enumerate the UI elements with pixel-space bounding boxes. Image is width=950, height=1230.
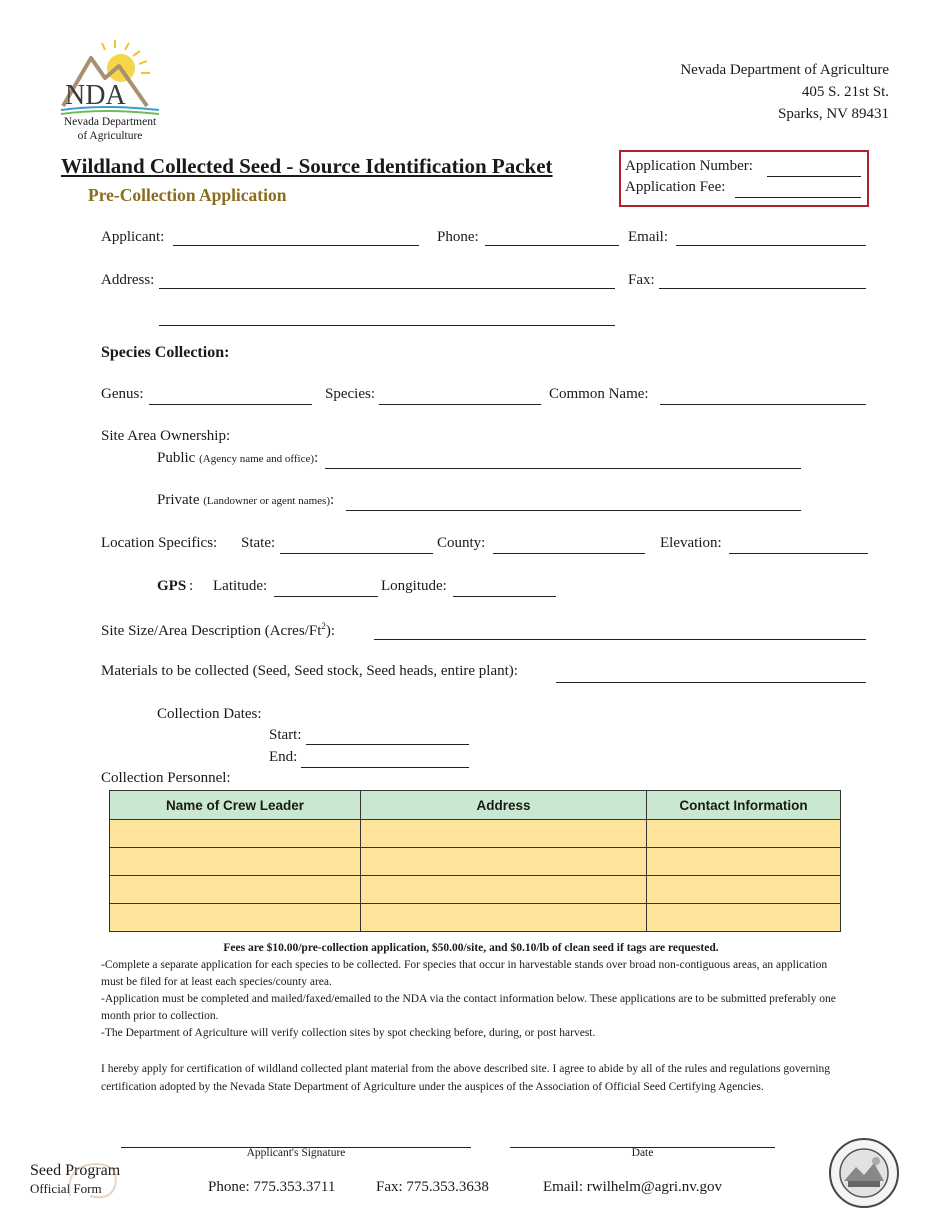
seed-program-mark [30,1162,120,1198]
fax-label: Fax: [628,272,655,288]
county-input[interactable] [493,533,645,554]
email-label: Email: [628,229,668,245]
application-box [619,150,869,207]
genus-label: Genus: [101,386,144,402]
seed-swirl-icon [60,1156,130,1206]
state-input[interactable] [280,533,433,554]
common-name-input[interactable] [660,384,866,405]
site-size-input[interactable] [374,619,866,640]
common-name-label: Common Name: [549,386,649,402]
crew-leader-cell[interactable] [110,904,361,932]
footer-email[interactable]: Email: rwilhelm@agri.nv.gov [543,1179,723,1195]
address-cell[interactable] [361,848,647,876]
private-note: (Landowner or agent names) [203,495,331,507]
materials-label: Materials to be collected (Seed, Seed stock, Seed heads, entire plant): [101,663,518,679]
crew-leader-cell[interactable] [110,876,361,904]
site-size-label-text: Site Size/Area Description (Acres/Ft [101,623,322,639]
site-size-label [101,621,335,640]
address-label: Address: [101,272,155,288]
materials-input[interactable] [556,662,866,683]
date-input[interactable] [510,1127,775,1148]
elevation-input[interactable] [729,533,868,554]
form-title: Wildland Collected Seed - Source Identification Packet [61,154,553,178]
site-size-sup: 2 [321,621,326,631]
public-note: (Agency name and office) [199,453,315,465]
seed-program-title: Seed Program [30,1162,121,1179]
elevation-label: Elevation: [660,535,722,551]
logo-caption [55,115,165,143]
collection-dates-heading: Collection Dates: [157,706,262,722]
longitude-input[interactable] [453,576,556,597]
address-input-line1[interactable] [159,268,615,289]
start-date-label: Start: [269,727,302,743]
contact-cell[interactable] [647,820,841,848]
location-label: Location Specifics: [101,535,218,551]
private-owner-input[interactable] [346,490,801,511]
org-name: Nevada Department of Agriculture [680,62,889,78]
site-size-label-tail: ): [325,623,336,639]
declaration: I hereby apply for certification of wildland collected plant material from the above described site. I agree to abide by all of the rules and regulations governing certification adopted by the Nevada State Department of Agriculture under the auspices of the Association of Official Seed Certifying Agencies. [101,1063,831,1093]
org-city: Sparks, NV 89431 [778,106,889,122]
address-cell[interactable] [361,876,647,904]
date-caption: Date [631,1147,654,1159]
table-row [110,820,841,848]
email-input[interactable] [676,225,866,246]
species-label: Species: [325,386,375,402]
fees-note: Fees are $10.00/pre-collection application, $50.00/site, and $0.10/lb of clean seed if tags are requested. [223,942,719,954]
table-header-row [110,791,841,820]
species-heading: Species Collection: [101,344,230,361]
address-cell[interactable] [361,820,647,848]
crew-leader-cell[interactable] [110,820,361,848]
end-date-label: End: [269,749,298,765]
latitude-input[interactable] [274,576,378,597]
contact-cell[interactable] [647,876,841,904]
table-row [110,848,841,876]
note-verification: -The Department of Agriculture will verify collection sites by spot checking before, during, or post harvest. [101,1027,596,1039]
latitude-label: Latitude: [213,578,268,594]
application-fee-input[interactable] [735,177,861,198]
logo-acronym: NDA [65,80,126,111]
public-label: Public (Agency name and office): [157,450,319,466]
crew-leader-cell[interactable] [110,848,361,876]
note-separate-application: -Complete a separate application for each species to be collected. For species that occur in harvestable stands over broad non-contiguous areas, an application must be filed for at least each species/county area. [101,959,828,988]
org-address [680,59,889,125]
table-row [110,904,841,932]
start-date-input[interactable] [306,724,469,745]
gps-colon: : [189,578,194,594]
official-form-label: Official Form [30,1181,102,1196]
signature-caption: Applicant's Signature [246,1147,346,1159]
phone-input[interactable] [485,225,619,246]
applicant-input[interactable] [173,225,419,246]
address-input-line2[interactable] [159,305,615,326]
note-submission: -Application must be completed and mailed/faxed/emailed to the NDA via the contact information below. These applications are to be submitted preferably one month prior to collection. [101,993,836,1022]
application-number-input[interactable] [767,156,861,177]
fax-input[interactable] [659,268,866,289]
phone-label: Phone: [437,229,479,245]
contact-cell[interactable] [647,848,841,876]
footer-phone: Phone: 775.353.3711 [208,1179,336,1195]
gps-label: GPS [157,578,187,594]
ownership-heading: Site Area Ownership: [101,428,231,444]
address-cell[interactable] [361,904,647,932]
county-label: County: [437,535,486,551]
application-fee-label: Application Fee: [625,179,726,195]
column-header-contact: Contact Information [647,791,841,820]
public-label-text: Public [157,450,196,466]
applicant-label: Applicant: [101,229,165,245]
state-label: State: [241,535,276,551]
logo-caption-line2: of Agriculture [77,130,143,142]
form-subtitle: Pre-Collection Application [88,185,287,205]
private-label-text: Private [157,492,200,508]
column-header-crew-leader: Name of Crew Leader [110,791,361,820]
genus-input[interactable] [149,384,312,405]
table-row [110,876,841,904]
private-label: Private (Landowner or agent names): [157,492,335,508]
column-header-address: Address [361,791,647,820]
notes [101,940,841,1042]
signature-input[interactable] [121,1127,471,1148]
personnel-heading: Collection Personnel: [101,770,231,786]
nevada-state-seal-icon [828,1137,900,1209]
application-number-label: Application Number: [625,158,753,174]
species-input[interactable] [379,384,541,405]
longitude-label: Longitude: [381,578,447,594]
org-street: 405 S. 21st St. [801,84,889,100]
contact-cell[interactable] [647,904,841,932]
logo-caption-line1: Nevada Department [63,116,157,128]
footer-fax: Fax: 775.353.3638 [376,1179,489,1195]
end-date-input[interactable] [301,747,469,768]
personnel-table [109,790,841,932]
public-owner-input[interactable] [325,448,801,469]
